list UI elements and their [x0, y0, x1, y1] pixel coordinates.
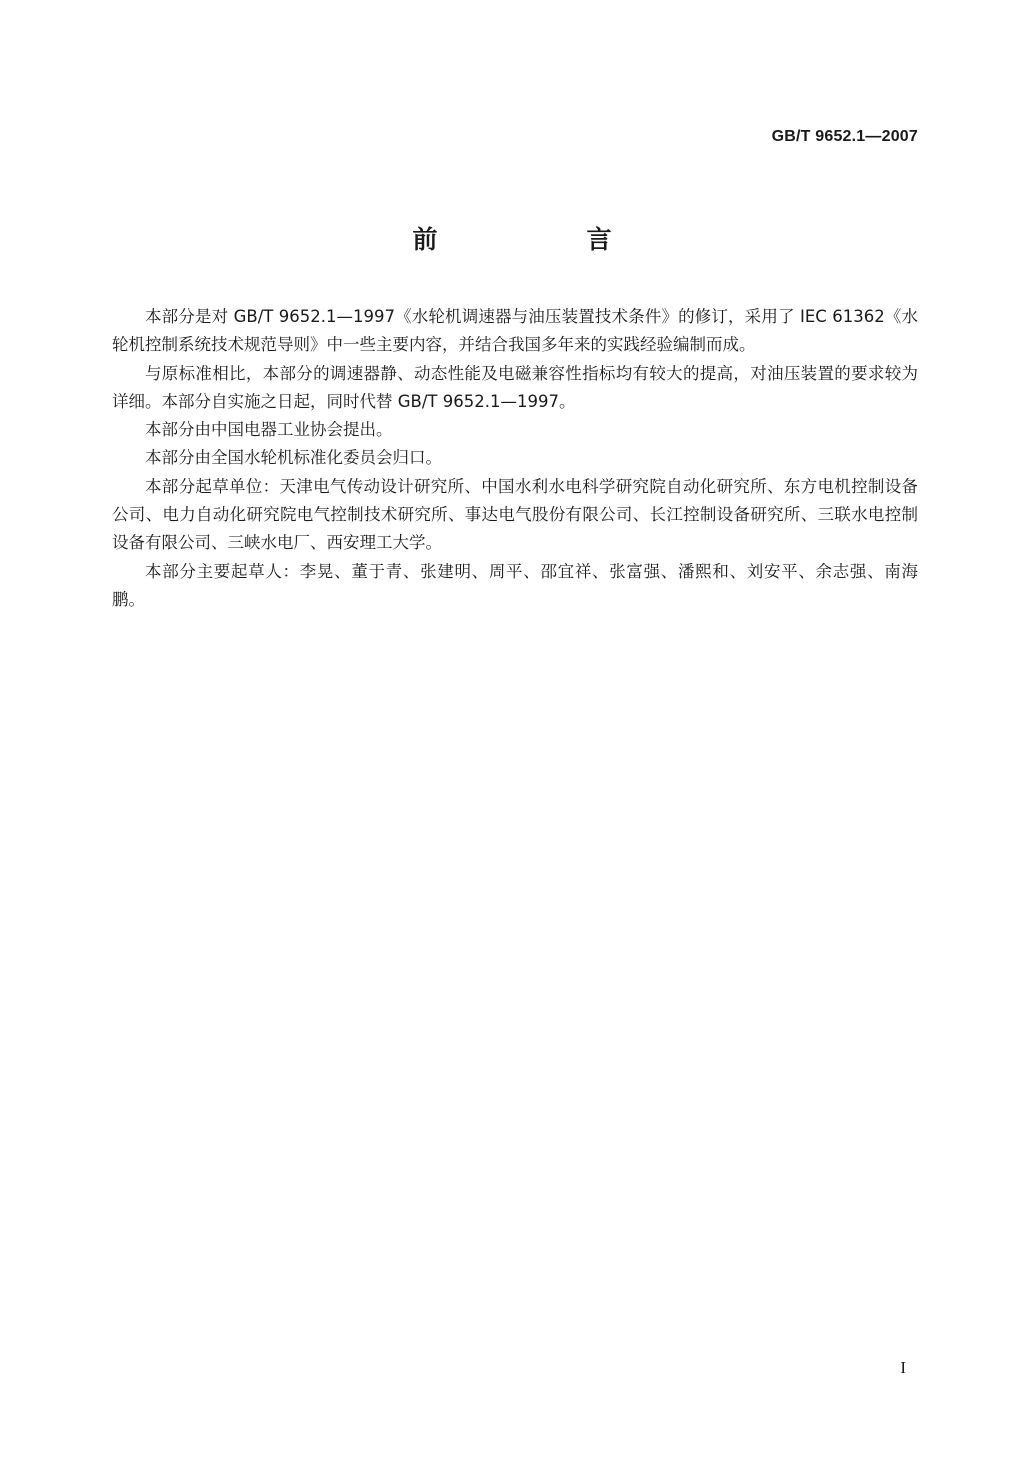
paragraph-revision: 本部分是对 GB/T 9652.1—1997《水轮机调速器与油压装置技术条件》的修订，采用了 IEC 61362《水轮机控制系统技术规范导则》中一些主要内容，并结合我国多年来的实践经验编制而成。 — [112, 307, 918, 355]
page-number: I — [900, 1358, 906, 1377]
paragraph-centralized: 本部分由全国水轮机标准化委员会归口。 — [145, 448, 442, 468]
paragraph-comparison: 与原标准相比，本部分的调速器静、动态性能及电磁兼容性指标均有较大的提高，对油压装置的要求较为详细。本部分自实施之日起，同时代替 GB/T 9652.1—1997。 — [112, 363, 918, 411]
standard-code: GB/T 9652.1—2007 — [771, 128, 918, 145]
paragraph-proposer: 本部分由中国电器工业协会提出。 — [145, 420, 393, 440]
paragraph-drafting-units: 本部分起草单位：天津电气传动设计研究所、中国水利水电科学研究院自动化研究所、东方电机控制设备公司、电力自动化研究院电气控制技术研究所、事达电气股份有限公司、长江控制设备研究所、三联水电控制设备有限公司、三峡水电厂、西安理工大学。 — [112, 476, 918, 553]
foreword-body — [112, 303, 918, 614]
page-title: 前 言 — [412, 225, 674, 254]
paragraph-drafters: 本部分主要起草人：李晃、董于青、张建明、周平、邵宜祥、张富强、潘熙和、刘安平、余志强、南海鹏。 — [112, 561, 918, 609]
